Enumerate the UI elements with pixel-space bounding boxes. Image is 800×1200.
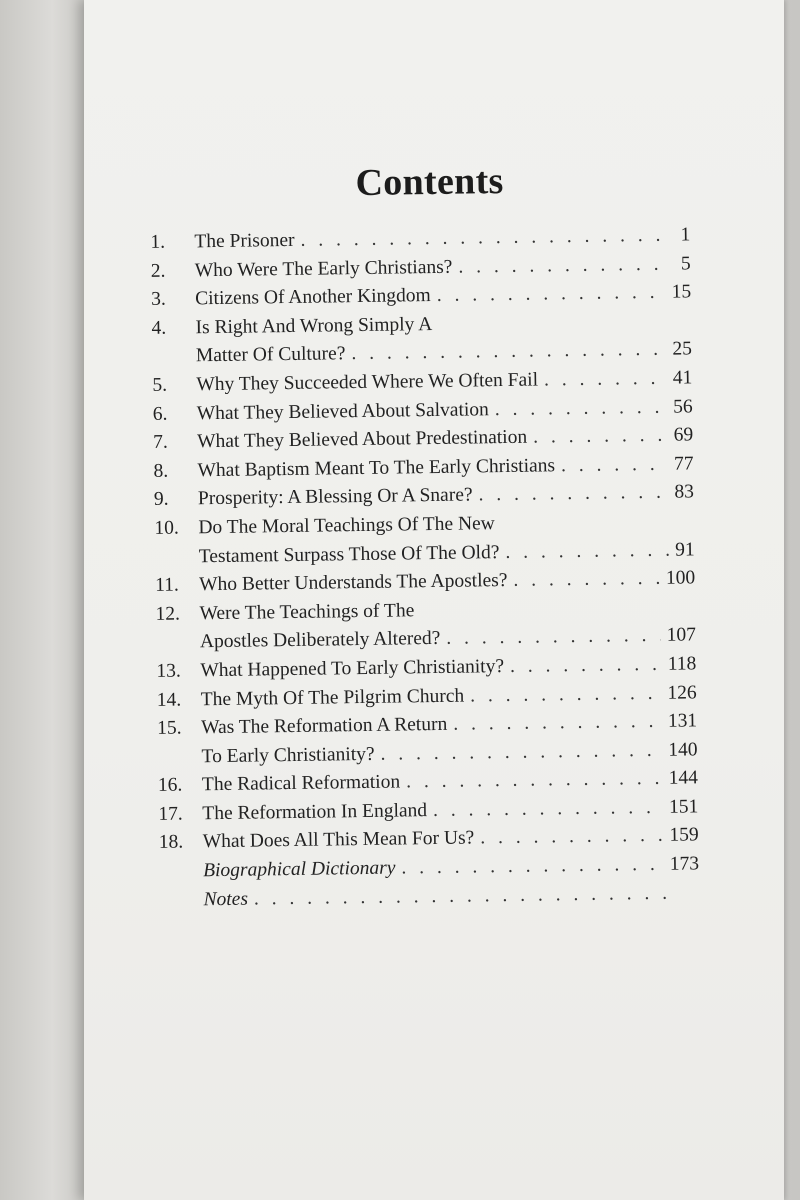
page-number: 107 (666, 624, 697, 647)
leader-dots (544, 368, 667, 392)
chapter-number: 14. (156, 689, 182, 711)
leader-dots (406, 768, 663, 794)
chapter-number: 7. (153, 431, 168, 454)
chapter-title: What Does All This Mean For Us? (202, 827, 475, 853)
page-number: 140 (668, 739, 698, 761)
leader-dots (458, 253, 665, 278)
contents-heading: Contents (355, 159, 504, 205)
page-number: 144 (668, 767, 699, 790)
chapter-number (152, 362, 196, 363)
chapter-number (155, 562, 199, 563)
chapter-title: What Baptism Meant To The Early Christians (197, 455, 556, 482)
page-content (77, 0, 794, 1200)
book-page (84, 0, 784, 1200)
chapter-title: Who Were The Early Christians? (194, 256, 453, 281)
chapter-number: 15. (157, 717, 182, 739)
chapter-title: Matter Of Culture? (195, 343, 346, 367)
chapter-title: Testament Surpass Those Of The Old? (198, 541, 500, 567)
leader-dots (470, 682, 662, 707)
chapter-number: 2. (150, 260, 166, 282)
chapter-number (156, 648, 200, 649)
page-number: 100 (665, 567, 696, 589)
leader-dots (433, 797, 663, 822)
leader-dots (351, 339, 666, 365)
page-number: 83 (674, 481, 695, 503)
leader-dots (533, 425, 667, 449)
page-number: 56 (673, 395, 693, 418)
leader-dots (480, 825, 664, 850)
leader-dots (513, 568, 660, 592)
leader-dots (495, 396, 667, 420)
chapter-title: Prosperity: A Blessing Or A Snare? (197, 484, 473, 510)
table-of-contents (150, 224, 700, 918)
leader-dots (401, 854, 664, 880)
leader-dots (380, 740, 662, 766)
chapter-number: 12. (155, 603, 181, 625)
page-number: 1 (680, 224, 691, 246)
page-number: 91 (675, 538, 695, 561)
page-number: 131 (667, 710, 698, 732)
chapter-title: What They Believed About Predestination (197, 426, 528, 453)
leader-dots (510, 654, 662, 678)
chapter-title: What Happened To Early Christianity? (200, 655, 505, 682)
page-number: 69 (673, 424, 694, 446)
page-number: 5 (680, 252, 691, 275)
chapter-number (160, 905, 204, 906)
leader-dots (446, 625, 661, 650)
chapter-number: 17. (158, 803, 183, 825)
chapter-title: To Early Christianity? (201, 743, 375, 767)
page-number: 41 (672, 367, 693, 389)
page-number: 118 (667, 653, 697, 675)
chapter-title: Apostles Deliberately Altered? (199, 628, 441, 653)
chapter-number: 18. (158, 832, 184, 854)
chapter-title: What They Believed About Salvation (196, 398, 489, 424)
chapter-title: The Prisoner (194, 229, 295, 253)
chapter-title: Who Better Understands The Apostles? (199, 570, 508, 596)
chapter-number: 1. (150, 231, 166, 253)
chapter-number: 16. (157, 774, 183, 797)
page-number: 151 (668, 796, 699, 818)
chapter-title: The Myth Of The Pilgrim Church (200, 685, 465, 710)
page-number: 126 (667, 681, 697, 704)
chapter-title: Were The Teachings of The (199, 600, 415, 625)
leader-dots (437, 282, 666, 307)
leader-dots (561, 453, 668, 476)
page-number: 77 (673, 453, 694, 475)
chapter-number: 13. (156, 660, 181, 682)
chapter-number (159, 876, 203, 877)
page-number: 25 (672, 338, 693, 361)
leader-dots (478, 482, 668, 507)
chapter-number (158, 762, 202, 763)
page-number: 173 (669, 853, 700, 875)
chapter-number: 11. (155, 574, 179, 597)
chapter-number: 3. (151, 288, 166, 311)
chapter-title: Do The Moral Teachings Of The New (198, 513, 495, 539)
leader-dots (300, 225, 664, 252)
chapter-title: Why They Succeeded Where We Often Fail (196, 369, 539, 396)
chapter-title: The Radical Reformation (201, 771, 401, 796)
chapter-title: Notes (203, 888, 249, 910)
chapter-number: 10. (154, 517, 179, 539)
chapter-title: Was The Reformation A Return (201, 713, 448, 739)
chapter-number: 9. (153, 489, 169, 511)
leader-dots (505, 539, 669, 563)
chapter-title: The Reformation In England (202, 800, 428, 825)
chapter-number: 4. (151, 317, 167, 339)
chapter-number: 6. (152, 403, 168, 425)
toc-entry-row (159, 882, 699, 918)
chapter-title: Citizens Of Another Kingdom (195, 285, 431, 310)
chapter-title: Biographical Dictionary (203, 857, 396, 882)
leader-dots (453, 711, 662, 736)
page-number: 159 (669, 824, 699, 847)
chapter-number: 5. (152, 374, 168, 396)
leader-dots (254, 882, 674, 910)
chapter-number: 8. (153, 460, 169, 482)
page-number: 15 (671, 281, 692, 303)
chapter-title: Is Right And Wrong Simply A (195, 313, 433, 339)
